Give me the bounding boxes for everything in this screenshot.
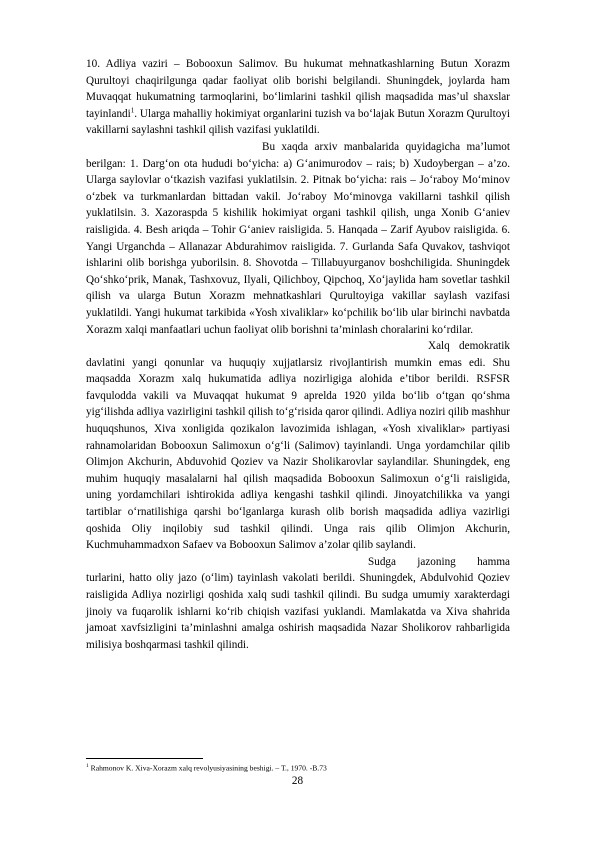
paragraph-2: Bu xaqda arxiv manbalarida quyidagicha ma’lumot berilgan: 1. Darg‘on ota hududi bo‘yicha: a) G‘animurodov – rais; b) Xudoybergan – a’zo. Ularga saylovlar o‘tkazish vazifasi yuklatilsin. 2. Pitnak bo‘yicha: rais – Jo‘raboy Mo‘minov o‘zbek va turkmanlardan bittadan vakil. Jo‘raboy Mo‘minovga vakillarni tashkil qilish yuklatilsin. 3. Xazoraspda 5 kishilik hokimiyat organi tashkil qilish, unga Xonib G‘aniev raisligida. 4. Besh ariqda – Tohir G‘aniev raisligida. 5. Hanqada – Zarif Ayubov raisligida. 6. Yangi Urganchda – Allanazar Abdurahimov raisligida. 7. Gurlanda Safa Quvakov, tashviqot ishlarini olib borishga yuborilsin. 8. Shovotda – Tillabuyurganov boshchiligida. Shuningdek Qo‘shko‘prik, Manak, Tashxovuz, Ilyali, Qilichboy, Qipchoq, Xo‘jaylida ham sovetlar tashkil qilish va ularga Butun Xorazm mehnatkashlari Qurultoyiga vakillar saylash vazifasi yuklatildi. Yangi hukumat tarkibida «Yosh xivaliklar» ko‘pchilik bo‘lib ular birinchi navbatda Xorazm xalqi manfaatlari uchun faoliyat olib borishni ta’minlash choralarini ko‘rdilar. <box>86 140 510 336</box>
document-body <box>86 56 510 653</box>
footnote <box>86 761 327 774</box>
page-number: 28 <box>291 775 304 787</box>
paragraph-3: Xalq demokratik davlatini yangi qonunlar va huquqiy xujjatlarsiz rivojlantirish mumkin emas edi. Shu maqsadda Xorazm xalq hukumatida adliya nozirligiga alohida e’tibor berildi. RSFSR favqulodda vakili va Muvaqqat hukumat 9 aprelda 1920 yilda bo‘lib o‘tgan qo‘shma yig‘ilishda adliya vazirligini tashkil qilish to‘g‘risida qaror qilindi. Adliya noziri qilib mashhur huquqshunos, Xiva xonligida qozikalon lavozimida ishlagan, «Yosh xivaliklar» partiyasi rahnamolaridan Bobooxun Salimoxun o‘g‘li (Salimov) tayinlandi. Unga yordamchilar qilib Olimjon Akchurin, Abduvohid Qoziev va Nazir Sholikarovlar saylandilar. Shuningdek, eng muhim huquqiy masalalarni hal qilish maqsadida Bobooxun Salimoxun o‘g‘li raisligida, uning yordamchilari ishtirokida adliya kengashi tashkil qilindi. Jinoyatchilikka va yangi tartiblar o‘rnatilishiga qarshi bo‘lganlarga kurash olib borish maqsadida adliya vazirligi qoshida Oliy inqilobiy sud tashkil qilindi. Unga rais qilib Olimjon Akchurin, Kuchmuhammadxon Safaev va Bobooxun Salimov a’zolar qilib saylandi. <box>86 340 510 552</box>
paragraph-4: Sudga jazoning hamma turlarini, hatto oliy jazo (o‘lim) tayinlash vakolati berildi. Shuningdek, Abdulvohid Qoziev raisligida Adliya nozirligi qoshida xalq sudi tashkil qilindi. Bu sudga umumiy xarakterdagi jinoiy va fuqarolik ishlarni ko‘rib chiqish vazifasi yuklandi. Mamlakatda va Xiva shahrida jamoat xavfsizligini ta’minlashni amalga oshirish maqsadida Nazar Sholikorov rahbarligida milisiya boshqarmasi tashkil qilindi. <box>86 555 510 651</box>
footnote-text: Rahmonov K. Xiva-Xorazm xalq revolyusiyasining beshigi. – T., 1970. -B.73 <box>90 763 327 773</box>
paragraph-1 <box>86 56 510 139</box>
paragraph-1-tail: . Ularga mahalliy hokimiyat organlarini tuzish va bo‘lajak Butun Xorazm Qurultoyi vakillarni saylashni tashkil qilish vazifasi yuklatildi. <box>86 107 510 137</box>
footnote-divider <box>86 758 203 759</box>
footnote-ref[interactable]: 1 <box>130 106 135 115</box>
paragraph-1-text: 10. Adliya vaziri – Bobooxun Salimov. Bu hukumat mehnatkashlarning Butun Xorazm Qurultoyi chaqirilgunga qadar faoliyat olib borishi belgilandi. Shuningdek, joylarda ham Muvaqqat hukumatning tarmoqlarini, bo‘limlarini tashkil qilish maqsadida mas’ul shaxslar tayinlandi <box>86 58 510 120</box>
footnote-number: 1 <box>86 763 89 769</box>
